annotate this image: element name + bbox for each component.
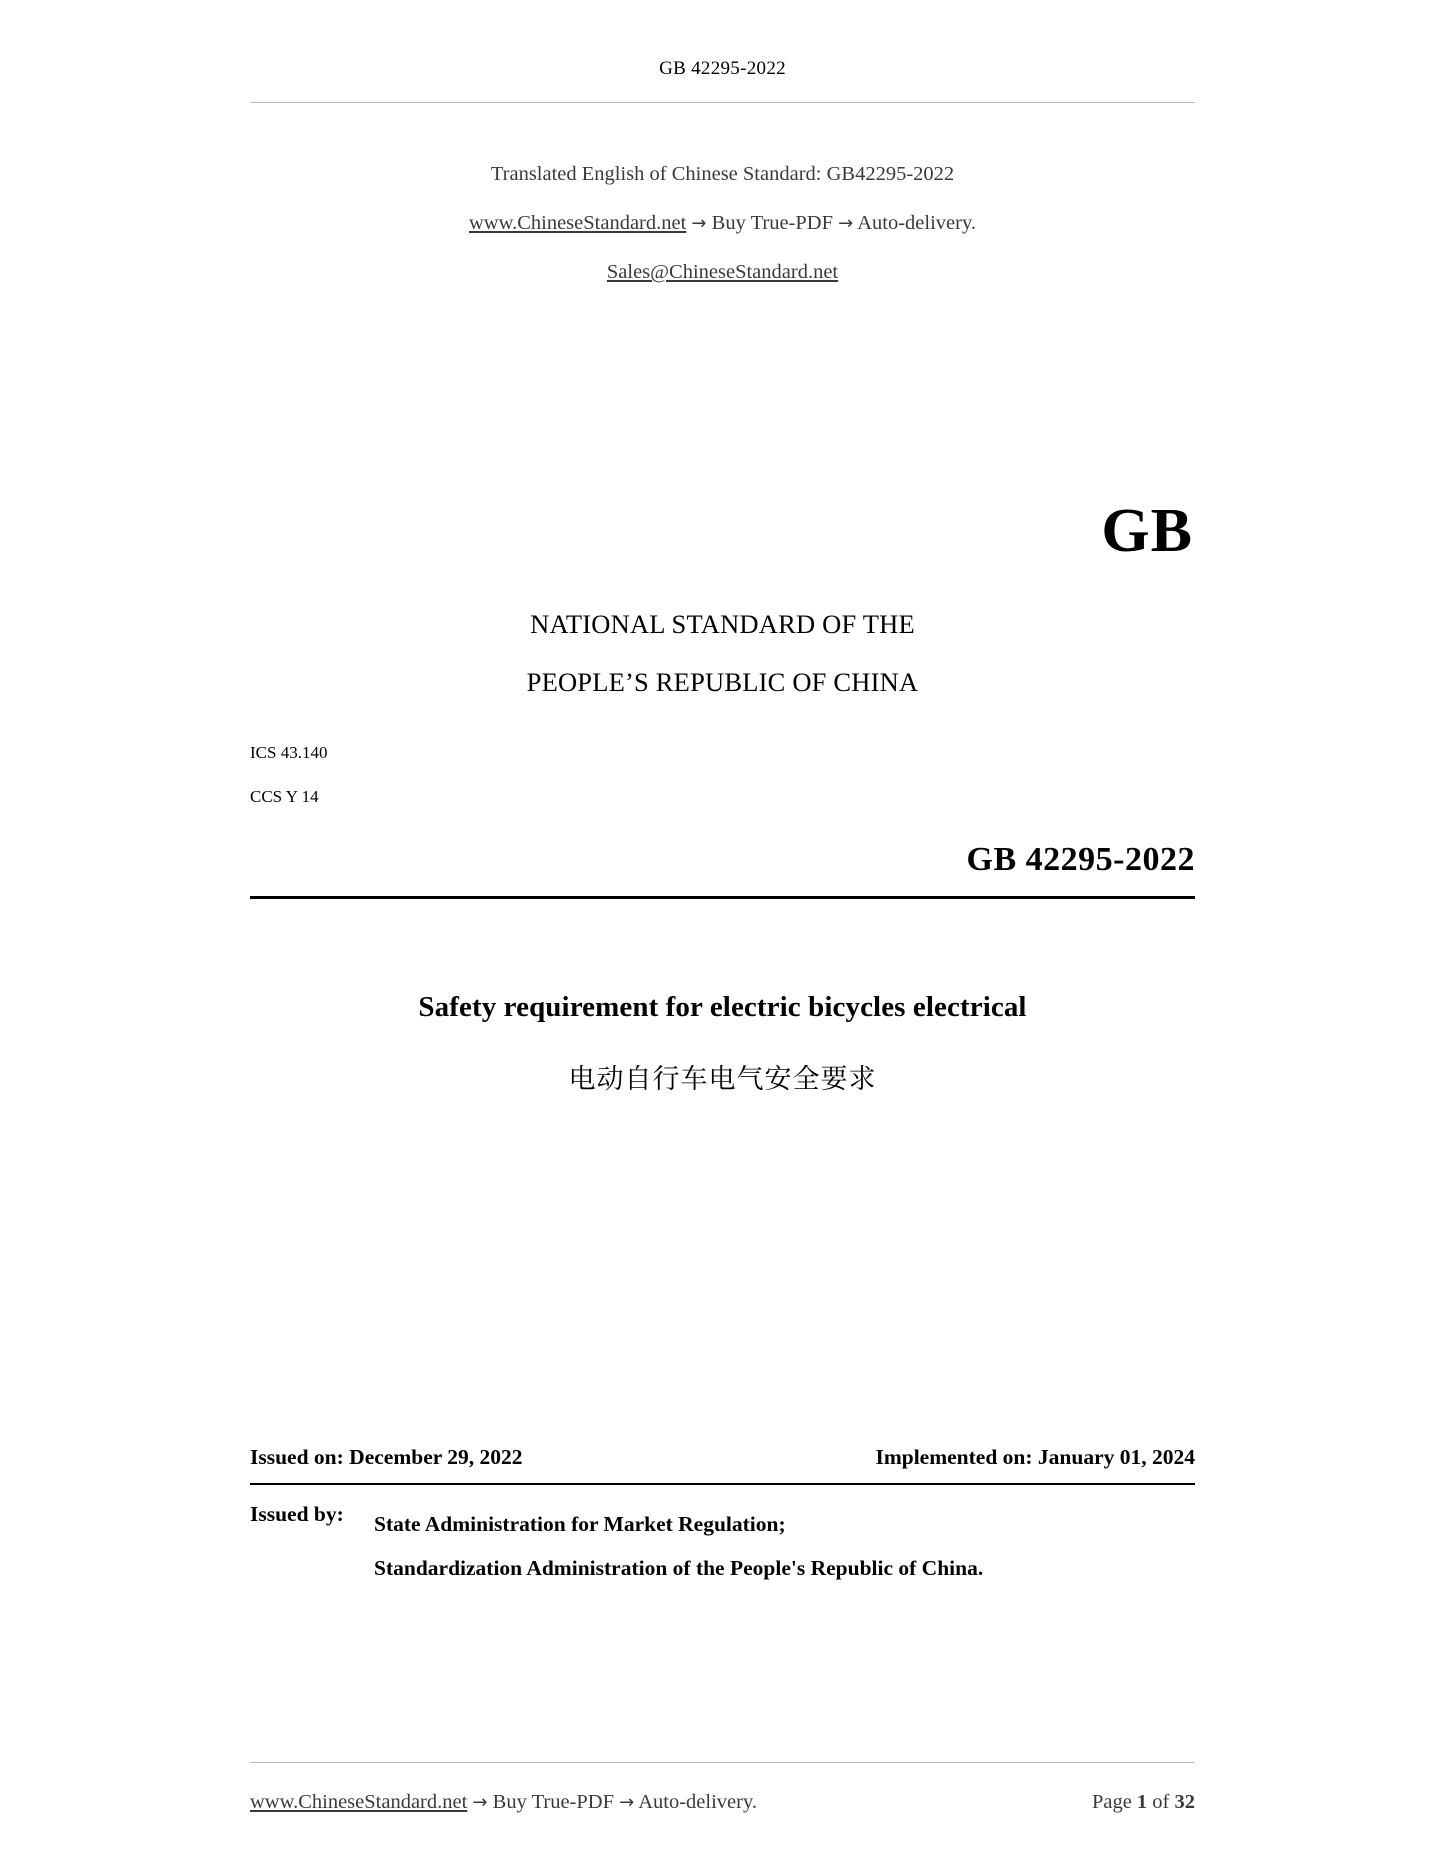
arrow-right-icon-2: →: [838, 213, 854, 234]
issuing-organization-1: State Administration for Market Regulation;: [374, 1512, 786, 1536]
issued-by-organizations: [374, 1502, 983, 1590]
page-header: [250, 0, 1195, 103]
arrow-right-icon-4: →: [619, 1792, 635, 1813]
page-footer: [250, 1762, 1195, 1870]
header-divider: [250, 102, 1195, 103]
issue-dates-row: [250, 1445, 1195, 1470]
page-total: 32: [1174, 1791, 1195, 1813]
ics-code: ICS 43.140: [250, 743, 328, 762]
gb-emblem-text: GB: [1101, 497, 1193, 565]
ccs-code: CCS Y 14: [250, 787, 319, 806]
implemented-on-date: Implemented on: January 01, 2024: [875, 1445, 1195, 1469]
page-content: [250, 0, 1195, 1870]
footer-row: [250, 1763, 1195, 1870]
arrow-right-icon: →: [691, 213, 707, 234]
promo-translation-note: Translated English of Chinese Standard: GB42295-2022: [490, 163, 955, 185]
page-indicator: [1092, 1791, 1195, 1814]
title-block: [250, 991, 1195, 1096]
promo-delivery-text: Auto-delivery.: [857, 212, 976, 234]
national-standard-line-2: PEOPLE’S REPUBLIC OF CHINA: [526, 667, 919, 697]
page-number: 1: [1136, 1791, 1148, 1813]
page-of-label: of: [1152, 1791, 1170, 1813]
promo-block: [250, 150, 1195, 297]
standard-number: GB 42295-2022: [966, 841, 1195, 878]
page-label: Page: [1091, 1791, 1132, 1813]
issue-dates-divider: [250, 1483, 1195, 1485]
promo-buy-text: Buy True-PDF: [711, 212, 833, 234]
promo-website-link[interactable]: www.ChineseStandard.net: [469, 212, 687, 234]
promo-purchase-line: [250, 199, 1195, 248]
footer-promo: [250, 1791, 757, 1814]
footer-buy-text: Buy True-PDF: [492, 1791, 614, 1813]
issued-on-date: Issued on: December 29, 2022: [250, 1445, 523, 1469]
classification-codes: [250, 731, 1195, 819]
issued-by-block: [250, 1502, 1195, 1590]
promo-email-link[interactable]: Sales@ChineseStandard.net: [606, 261, 839, 283]
header-standard-code: GB 42295-2022: [659, 58, 786, 79]
footer-delivery-text: Auto-delivery.: [638, 1791, 757, 1813]
standard-number-divider: [250, 896, 1195, 899]
issuing-organization-2: Standardization Administration of the People's Republic of China.: [374, 1556, 984, 1580]
national-standard-heading: [250, 595, 1195, 711]
title-chinese: 电动自行车电气安全要求: [568, 1064, 877, 1095]
title-english: Safety requirement for electric bicycles electrical: [418, 991, 1027, 1023]
issued-by-label: Issued by:: [250, 1502, 344, 1526]
arrow-right-icon-3: →: [472, 1792, 488, 1813]
footer-website-link[interactable]: www.ChineseStandard.net: [250, 1791, 468, 1813]
national-standard-line-1: NATIONAL STANDARD OF THE: [530, 609, 915, 639]
promo-email-line: [250, 248, 1195, 297]
